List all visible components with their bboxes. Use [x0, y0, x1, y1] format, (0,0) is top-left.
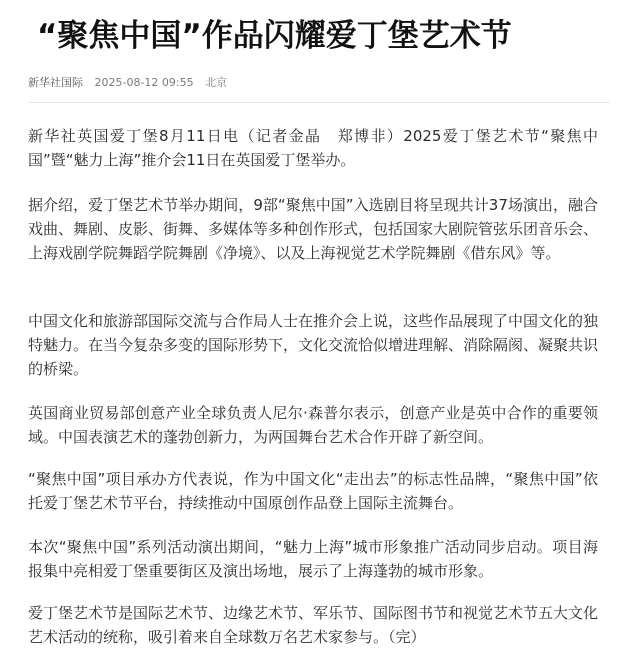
article-paragraph: 中国文化和旅游部国际交流与合作局人士在推介会上说，这些作品展现了中国文化的独特魅力。在当今复杂多变的国际形势下，文化交流恰似增进理解、消除隔阂、凝聚共识的桥梁。	[28, 312, 599, 378]
article-paragraph: 新华社英国爱丁堡8月11日电（记者金晶 郑博非）2025爱丁堡艺术节“聚焦中国”暨“魅力上海”推介会11日在英国爱丁堡举办。	[28, 127, 598, 169]
article-source[interactable]: 新华社国际	[28, 76, 83, 89]
article-datetime: 2025-08-12 09:55	[94, 76, 194, 89]
article-paragraph: 本次“聚焦中国”系列活动演出期间，“魅力上海”城市形象推广活动同步启动。项目海报集中亮相爱丁堡重要街区及演出场地，展示了上海蓬勃的城市形象。	[28, 538, 598, 580]
article-meta	[28, 75, 235, 91]
article-paragraph: 爱丁堡艺术节是国际艺术节、边缘艺术节、军乐节、国际图书节和视觉艺术节五大文化艺术活动的统称，吸引着来自全球数万名艺术家参与。（完）	[28, 604, 599, 646]
divider	[28, 102, 610, 103]
article-title: “聚焦中国”作品闪耀爱丁堡艺术节	[37, 18, 512, 54]
article-paragraph: “聚焦中国”项目承办方代表说，作为中国文化“走出去”的标志性品牌，“聚焦中国”依托爱丁堡艺术节平台，持续推动中国原创作品登上国际主流舞台。	[28, 470, 598, 512]
article-paragraph: 英国商业贸易部创意产业全球负责人尼尔·森普尔表示，创意产业是英中合作的重要领域。中国表演艺术的蓬勃创新力，为两国舞台艺术合作开辟了新空间。	[28, 404, 598, 446]
article-location: 北京	[205, 76, 228, 89]
article-paragraph: 据介绍，爱丁堡艺术节举办期间，9部“聚焦中国”入选剧目将呈现共计37场演出，融合戏曲、舞剧、皮影、街舞、多媒体等多种创作形式，包括国家大剧院管弦乐团音乐会、上海戏剧学院舞蹈学院舞剧《净境》、以及上海视觉艺术学院舞剧《借东风》等。	[28, 196, 599, 262]
